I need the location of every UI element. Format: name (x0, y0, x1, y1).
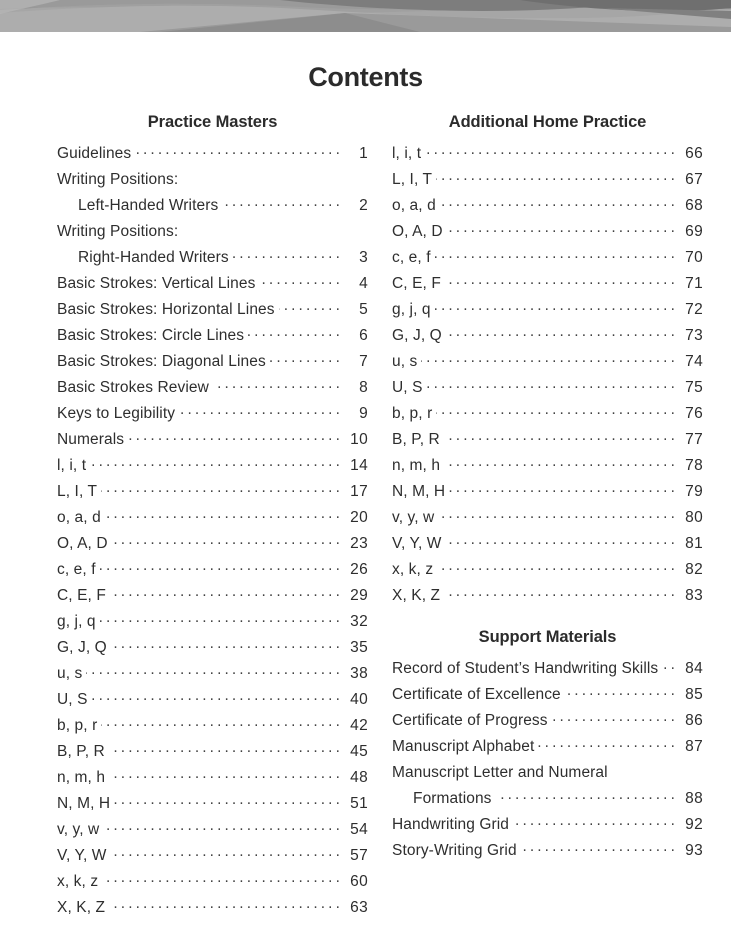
toc-entry-label: O, A, D (57, 535, 108, 552)
toc-entry-label: b, p, r (392, 405, 433, 422)
toc-entry-label: o, a, d (57, 509, 101, 526)
toc-entry-page-number: 81 (685, 535, 703, 552)
toc-dot-leader (102, 871, 343, 887)
toc-entry[interactable] (392, 557, 703, 583)
toc-dot-leader (435, 247, 678, 263)
toc-entry[interactable] (392, 583, 703, 609)
toc-dot-leader (444, 429, 678, 445)
toc-entry-page-number: 45 (350, 743, 368, 760)
toc-entry-label: Handwriting Grid (392, 816, 510, 833)
toc-dot-leader (248, 325, 343, 341)
toc-entry-page-number: 1 (359, 145, 368, 162)
toc-entry-page-number: 74 (685, 353, 703, 370)
toc-entry[interactable] (57, 167, 368, 193)
toc-dot-leader (109, 767, 343, 783)
toc-entry-label: C, E, F (392, 275, 441, 292)
toc-entry[interactable] (392, 786, 703, 812)
toc-entry[interactable] (57, 843, 368, 869)
toc-dot-leader (446, 325, 678, 341)
toc-entry-page-number: 14 (350, 457, 368, 474)
toc-entry-page-number: 3 (359, 249, 368, 266)
toc-entry-page-number: 69 (685, 223, 703, 240)
toc-entry[interactable] (57, 297, 368, 323)
toc-dot-leader (109, 897, 343, 913)
toc-entry-page-number: 8 (359, 379, 368, 396)
toc-entry[interactable] (57, 323, 368, 349)
toc-entry[interactable] (392, 297, 703, 323)
toc-entry-label: V, Y, W (57, 847, 107, 864)
toc-entry-label: Manuscript Alphabet (392, 738, 535, 755)
toc-entry-page-number: 80 (685, 509, 703, 526)
toc-entry-label: O, A, D (392, 223, 443, 240)
toc-entry-page-number: 57 (350, 847, 368, 864)
toc-entry-page-number: 70 (685, 249, 703, 266)
toc-entry-label: u, s (392, 353, 418, 370)
toc-entry-label: x, k, z (57, 873, 99, 890)
toc-dot-leader (444, 585, 678, 601)
toc-entry-page-number: 17 (350, 483, 368, 500)
toc-entry-page-number: 85 (685, 686, 703, 703)
toc-entry-page-number: 38 (350, 665, 368, 682)
toc-entry[interactable] (392, 734, 703, 760)
toc-entry-page-number: 66 (685, 145, 703, 162)
toc-entry-page-number: 82 (685, 561, 703, 578)
toc-entry-page-number: 68 (685, 197, 703, 214)
toc-dot-leader (222, 195, 343, 211)
toc-entry[interactable] (57, 635, 368, 661)
toc-entry-label: G, J, Q (392, 327, 442, 344)
toc-entry[interactable] (392, 453, 703, 479)
page-title: Contents (308, 62, 423, 92)
toc-entry-page-number: 54 (350, 821, 368, 838)
toc-entry[interactable] (57, 895, 368, 921)
toc-dot-leader (552, 710, 678, 726)
toc-entry-label: Record of Student’s Handwriting Skills (392, 660, 659, 677)
toc-entry-label: Right-Handed Writers (78, 249, 229, 266)
toc-entry[interactable] (57, 505, 368, 531)
toc-entry[interactable] (57, 479, 368, 505)
toc-entry[interactable] (57, 401, 368, 427)
toc-column-right (392, 112, 703, 864)
toc-entry[interactable] (57, 245, 368, 271)
section-heading-additional-home-practice: Additional Home Practice (448, 113, 647, 131)
toc-entry-label: N, M, H (392, 483, 446, 500)
toc-entry[interactable] (392, 193, 703, 219)
toc-entry[interactable] (392, 656, 703, 682)
toc-entry[interactable] (392, 349, 703, 375)
toc-entry-page-number: 2 (359, 197, 368, 214)
toc-dot-leader (662, 658, 678, 674)
toc-entry-page-number: 29 (350, 587, 368, 604)
toc-entry[interactable] (392, 838, 703, 864)
toc-dot-leader (135, 143, 343, 159)
toc-entry[interactable] (392, 682, 703, 708)
toc-entry-page-number: 78 (685, 457, 703, 474)
toc-entry-label: B, P, R (392, 431, 440, 448)
toc-column-left (57, 112, 368, 921)
toc-dot-leader (496, 788, 678, 804)
toc-entry-page-number: 35 (350, 639, 368, 656)
toc-dot-leader (103, 819, 343, 835)
toc-entry[interactable] (57, 141, 368, 167)
toc-entry-label: Basic Strokes: Horizontal Lines (57, 301, 275, 318)
toc-dot-leader (437, 559, 678, 575)
toc-entry[interactable] (392, 219, 703, 245)
toc-entry-label: X, K, Z (392, 587, 441, 604)
toc-entry[interactable] (392, 812, 703, 838)
toc-entry-label: C, E, F (57, 587, 106, 604)
toc-entry-label: N, M, H (57, 795, 111, 812)
toc-entry-page-number: 72 (685, 301, 703, 318)
toc-dot-leader (92, 689, 343, 705)
toc-dot-leader (513, 814, 678, 830)
toc-entry-page-number: 63 (350, 899, 368, 916)
toc-entry[interactable] (392, 760, 703, 786)
toc-dot-leader (444, 455, 678, 471)
toc-entry-label: Left-Handed Writers (78, 197, 219, 214)
toc-entry-label: l, i, t (57, 457, 87, 474)
toc-entry-page-number: 26 (350, 561, 368, 578)
toc-entry[interactable] (392, 531, 703, 557)
toc-entry[interactable] (57, 609, 368, 635)
toc-dot-leader (105, 507, 343, 523)
toc-dot-leader (449, 481, 678, 497)
toc-entry[interactable] (57, 531, 368, 557)
toc-dot-leader (112, 533, 343, 549)
toc-entry-label: U, S (392, 379, 423, 396)
toc-entry-label: v, y, w (57, 821, 100, 838)
toc-entry-page-number: 32 (350, 613, 368, 630)
toc-entry[interactable] (392, 167, 703, 193)
toc-entry-label: c, e, f (392, 249, 431, 266)
toc-entry-label: Writing Positions: (57, 171, 179, 188)
toc-dot-leader (438, 507, 678, 523)
toc-entry-label: B, P, R (57, 743, 105, 760)
toc-dot-leader (179, 403, 343, 419)
toc-dot-leader (111, 845, 343, 861)
toc-entry[interactable] (57, 791, 368, 817)
toc-entry-page-number: 6 (359, 327, 368, 344)
abstract-wave-graphic (0, 0, 731, 32)
toc-list-practice-masters (57, 141, 368, 921)
toc-dot-leader (435, 299, 678, 315)
toc-entry[interactable] (57, 713, 368, 739)
toc-entry[interactable] (392, 141, 703, 167)
toc-entry-label: L, I, T (392, 171, 433, 188)
toc-entry-page-number: 67 (685, 171, 703, 188)
toc-entry-label: g, j, q (392, 301, 431, 318)
toc-entry-page-number: 23 (350, 535, 368, 552)
toc-entry-label: G, J, Q (57, 639, 107, 656)
toc-entry[interactable] (57, 765, 368, 791)
toc-entry[interactable] (57, 869, 368, 895)
toc-dot-leader (436, 169, 678, 185)
toc-entry-label: Guidelines (57, 145, 132, 162)
toc-dot-leader (565, 684, 678, 700)
toc-entry-page-number: 75 (685, 379, 703, 396)
toc-entry-page-number: 48 (350, 769, 368, 786)
toc-entry-label: Basic Strokes Review (57, 379, 209, 396)
toc-entry-page-number: 5 (359, 301, 368, 318)
toc-entry[interactable] (57, 739, 368, 765)
toc-entry-label: X, K, Z (57, 899, 106, 916)
toc-dot-leader (521, 840, 678, 856)
toc-entry-label: l, i, t (392, 145, 422, 162)
toc-entry-label: v, y, w (392, 509, 435, 526)
toc-entry-label: Certificate of Excellence (392, 686, 561, 703)
toc-entry[interactable] (57, 687, 368, 713)
toc-dot-leader (110, 585, 343, 601)
toc-entry[interactable] (392, 479, 703, 505)
toc-entry[interactable] (392, 375, 703, 401)
toc-entry-label: x, k, z (392, 561, 434, 578)
toc-dot-leader (259, 273, 343, 289)
toc-dot-leader (100, 559, 343, 575)
toc-dot-leader (100, 611, 343, 627)
toc-entry[interactable] (57, 193, 368, 219)
toc-entry[interactable] (392, 708, 703, 734)
toc-entry-label: Basic Strokes: Diagonal Lines (57, 353, 266, 370)
toc-entry[interactable] (57, 583, 368, 609)
toc-entry[interactable] (392, 427, 703, 453)
toc-dot-leader (109, 741, 343, 757)
toc-dot-leader (270, 351, 343, 367)
toc-entry-label: n, m, h (57, 769, 106, 786)
toc-entry-label: L, I, T (57, 483, 98, 500)
toc-entry-page-number: 73 (685, 327, 703, 344)
toc-entry-label: g, j, q (57, 613, 96, 630)
toc-entry-label: Story-Writing Grid (392, 842, 517, 859)
toc-entry-label: U, S (57, 691, 88, 708)
toc-entry-page-number: 71 (685, 275, 703, 292)
toc-entry-page-number: 40 (350, 691, 368, 708)
toc-entry[interactable] (392, 323, 703, 349)
toc-entry[interactable] (57, 219, 368, 245)
toc-entry[interactable] (57, 427, 368, 453)
toc-dot-leader (447, 221, 678, 237)
toc-entry-page-number: 4 (359, 275, 368, 292)
toc-dot-leader (440, 195, 678, 211)
toc-entry-page-number: 20 (350, 509, 368, 526)
toc-entry-label: Numerals (57, 431, 125, 448)
toc-entry-page-number: 51 (350, 795, 368, 812)
toc-dot-leader (213, 377, 343, 393)
toc-entry-label: n, m, h (392, 457, 441, 474)
toc-entry-page-number: 83 (685, 587, 703, 604)
section-heading-practice-masters: Practice Masters (147, 113, 278, 131)
toc-entry-label: Certificate of Progress (392, 712, 548, 729)
toc-entry-label: o, a, d (392, 197, 436, 214)
toc-entry-page-number: 9 (359, 405, 368, 422)
toc-dot-leader (101, 715, 343, 731)
toc-entry-label: c, e, f (57, 561, 96, 578)
toc-entry[interactable] (392, 505, 703, 531)
toc-dot-leader (86, 663, 343, 679)
toc-list-support-materials (392, 656, 703, 864)
toc-entry-page-number: 86 (685, 712, 703, 729)
toc-entry-label: Basic Strokes: Vertical Lines (57, 275, 256, 292)
toc-entry-label: Basic Strokes: Circle Lines (57, 327, 245, 344)
toc-dot-leader (111, 637, 343, 653)
toc-entry-label: Keys to Legibility (57, 405, 176, 422)
toc-dot-leader (425, 143, 678, 159)
toc-entry-label: Writing Positions: (57, 223, 179, 240)
toc-entry-label: b, p, r (57, 717, 98, 734)
toc-dot-leader (101, 481, 343, 497)
toc-dot-leader (233, 247, 343, 263)
toc-entry-label: Formations (413, 790, 492, 807)
toc-dot-leader (279, 299, 343, 315)
toc-entry-label: V, Y, W (392, 535, 442, 552)
toc-entry[interactable] (392, 271, 703, 297)
toc-dot-leader (90, 455, 343, 471)
toc-dot-leader (538, 736, 678, 752)
toc-entry[interactable] (57, 453, 368, 479)
toc-entry-page-number: 60 (350, 873, 368, 890)
toc-dot-leader (436, 403, 678, 419)
toc-entry-page-number: 87 (685, 738, 703, 755)
toc-dot-leader (421, 351, 678, 367)
header-decorative-band (0, 0, 731, 32)
toc-entry-page-number: 77 (685, 431, 703, 448)
toc-entry-label: Manuscript Letter and Numeral (392, 764, 608, 781)
toc-entry[interactable] (57, 271, 368, 297)
toc-entry-page-number: 84 (685, 660, 703, 677)
toc-entry[interactable] (57, 817, 368, 843)
toc-dot-leader (114, 793, 343, 809)
toc-dot-leader (445, 273, 678, 289)
toc-entry-page-number: 88 (685, 790, 703, 807)
toc-entry-page-number: 76 (685, 405, 703, 422)
toc-entry-label: u, s (57, 665, 83, 682)
toc-dot-leader (427, 377, 678, 393)
toc-entry[interactable] (392, 401, 703, 427)
toc-entry-page-number: 42 (350, 717, 368, 734)
toc-entry[interactable] (57, 661, 368, 687)
toc-entry-page-number: 93 (685, 842, 703, 859)
toc-entry[interactable] (57, 557, 368, 583)
toc-dot-leader (446, 533, 678, 549)
toc-entry[interactable] (392, 245, 703, 271)
toc-list-additional-home-practice (392, 141, 703, 609)
toc-entry-page-number: 7 (359, 353, 368, 370)
toc-entry-page-number: 92 (685, 816, 703, 833)
toc-entry-page-number: 79 (685, 483, 703, 500)
toc-dot-leader (128, 429, 343, 445)
toc-entry[interactable] (57, 375, 368, 401)
toc-entry-page-number: 10 (350, 431, 368, 448)
toc-entry[interactable] (57, 349, 368, 375)
section-heading-support-materials: Support Materials (478, 628, 617, 646)
